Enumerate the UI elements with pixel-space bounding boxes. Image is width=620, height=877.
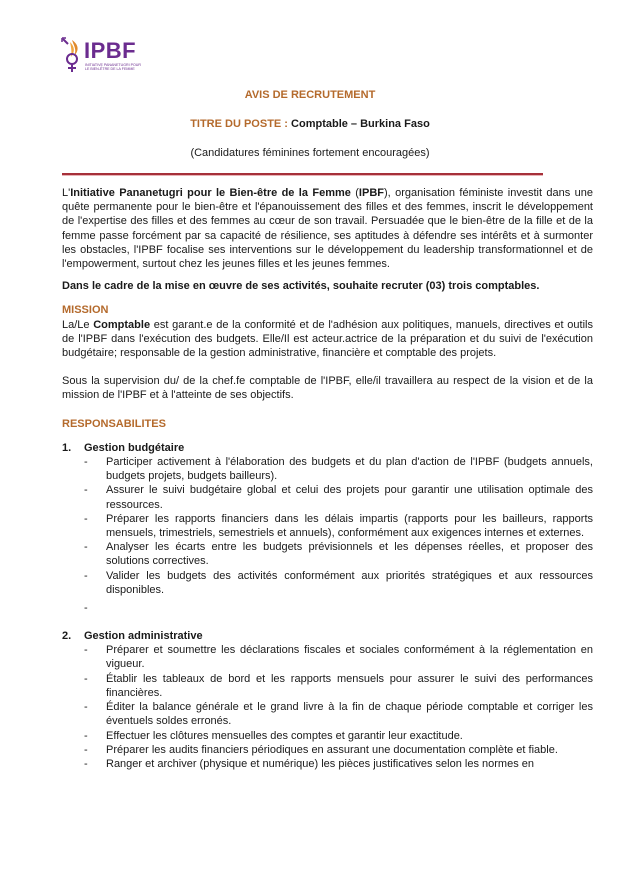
list-item [84,601,593,615]
item-text: Participer activement à l'élaboration des budgets et du plan d'action de l'IPBF (budgets annuels, budgets projets, budgets bailleurs). [106,456,593,483]
mission-paragraph-1 [62,318,593,361]
item-text: Préparer et soumettre les déclarations fiscales et sociales conformément à la réglementation en vigueur. [106,644,593,671]
dash-bullet: - [84,512,88,525]
ipbf-logo [60,36,170,74]
dash-bullet: - [84,602,88,615]
dash-bullet: - [84,743,88,756]
dash-bullet: - [84,644,88,657]
section-number: 1. [62,441,72,454]
mission-heading: MISSION [62,304,109,317]
item-text: Analyser les écarts entre les budgets prévisionnels et les dépenses réelles, et proposer des solutions correctives. [106,541,593,568]
job-title-value: Comptable – Burkina Faso [291,118,430,130]
item-text: Éditer la balance générale et le grand livre à la fin de chaque période comptable et corriger les éventuels soldes erronés. [106,701,593,728]
responsibilities-list [62,441,593,771]
section-number: 2. [62,630,72,643]
list-item [84,643,593,671]
section-administrative [62,629,593,771]
section-title: Gestion administrative [84,630,203,643]
dash-bullet: - [84,569,88,582]
mission-prefix: La/Le [62,318,94,331]
intro-paragraph [62,186,593,271]
list-item [84,512,593,540]
mission-role: Comptable [93,318,151,331]
item-text: Ranger et archiver (physique et numérique) les pièces justificatives selon les normes en [106,757,534,770]
dash-bullet: - [84,701,88,714]
item-text: Préparer les rapports financiers dans les délais impartis (rapports pour les bailleurs, rapports mensuels, trimestriels, semestriels et annuels), conformément aux exigences internes et externes. [106,512,593,540]
dash-bullet: - [84,541,88,554]
item-text: Établir les tableaux de bord et les rapports mensuels pour assurer le suivi des performances financières. [106,672,593,699]
dash-bullet: - [84,484,88,497]
list-item [84,483,593,511]
job-title-label: TITRE DU POSTE : [190,118,288,130]
intro-text: ), organisation féministe investit dans une quête permanente pour le bien-être et l'épanouissement des filles et des femmes, inscrit le développement de l'expertise des filles et des femmes au cœur de son travail. Persuadée que le bien-être de la fille et de la femme passe forcément par sa capacité de résilience, ses aptitudes à défendre ses intérêts et à surmonter les obstacles, l'IPBF focalise ses interventions sur le développement du leadership transformationnel et de l'empowerment, surtout chez les jeunes filles et les jeunes femmes. [62,187,593,271]
recruitment-statement: Dans le cadre de la mise en œuvre de ses activités, souhaite recruter (03) trois comptables. [62,280,540,293]
intro-prefix: L' [62,187,71,199]
section-items [84,455,593,615]
list-item [84,672,593,700]
header-separator [62,173,543,175]
list-item [84,743,593,757]
list-item [84,455,593,483]
org-acronym: IPBF [358,187,384,199]
dash-bullet: - [84,456,88,469]
mission-paragraph-2: Sous la supervision du/ de la chef.fe comptable de l'IPBF, elle/il travaillera au respect de la vision et de la mission de l'IPBF et à l'atteinte de ses objectifs. [62,375,593,402]
item-text: Préparer les audits financiers périodiques en assurant une documentation complète et fiable. [106,743,558,756]
document-body [62,186,593,771]
dash-bullet: - [84,672,88,685]
org-name: Initiative Pananetugri pour le Bien-être de la Femme [70,187,351,199]
logo-tagline: INITIATIVE PANANETUGRI POUR LE BIEN-ÊTRE DE LA FEMME [85,63,141,71]
female-symbol-flame-icon [60,36,84,74]
subtitle: (Candidatures féminines fortement encouragées) [190,147,430,159]
job-title-line [0,118,620,130]
list-item [84,700,593,728]
section-title: Gestion budgétaire [84,441,185,454]
section-budget [62,441,593,615]
page-title: AVIS DE RECRUTEMENT [244,89,376,101]
dash-bullet: - [84,757,88,770]
list-item [84,757,593,771]
logo-name: IPBF [84,38,137,63]
item-text: Effectuer les clôtures mensuelles des comptes et garantir leur exactitude. [106,729,463,742]
list-item [84,569,593,597]
section-items [84,643,593,771]
responsibilities-heading: RESPONSABILITES [62,417,166,430]
intro-paren: ( [350,187,359,199]
mission-text: est garant.e de la conformité et de l'adhésion aux politiques, manuels, directives et outils de l'IPBF dans l'exécution des budgets. Elle/Il est acteur.actrice de la préparation et du suivi de l'exécution budgétaire; responsable de la gestion administrative, financière et comptable des projets. [62,318,593,360]
item-text: Assurer le suivi budgétaire global et celui des projets pour garantir une utilisation optimale des ressources. [106,484,593,511]
list-item [84,540,593,568]
list-item [84,729,593,743]
dash-bullet: - [84,729,88,742]
item-text: Valider les budgets des activités conformément aux priorités stratégiques et aux ressources disponibles. [106,569,593,596]
